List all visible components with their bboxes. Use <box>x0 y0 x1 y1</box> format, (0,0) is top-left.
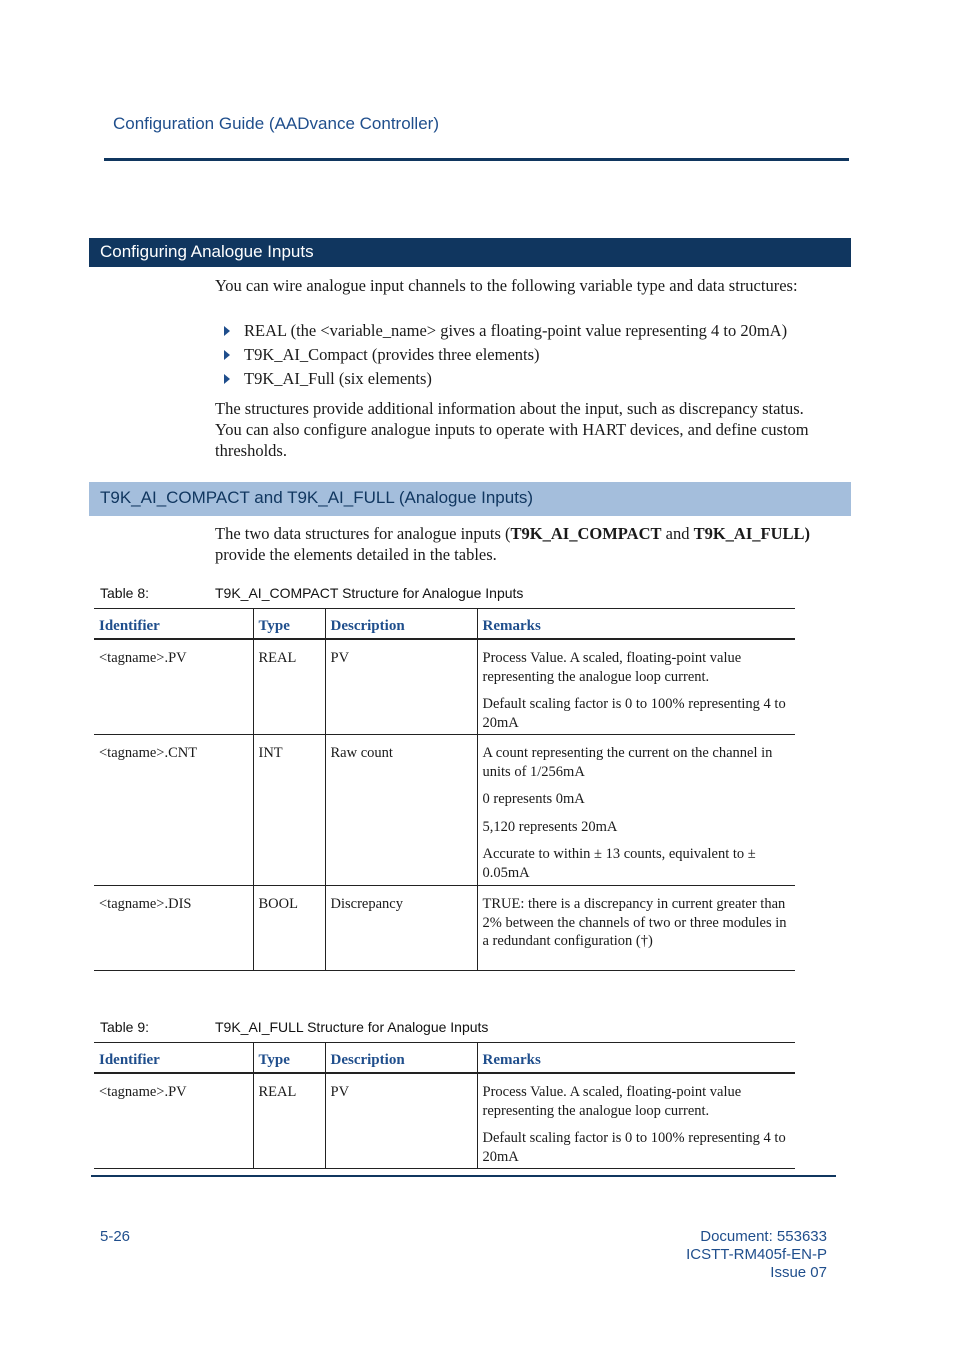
table8-code: T9K_AI_COMPACT <box>215 585 339 601</box>
cell-description: PV <box>325 1073 477 1169</box>
document-number: Document: 553633 <box>700 1228 827 1245</box>
remark-line: Default scaling factor is 0 to 100% representing 4 to 20mA <box>482 696 786 731</box>
structure-name-full: T9K_AI_FULL) <box>693 524 811 543</box>
table8-compact-structure <box>94 608 795 971</box>
remark-line: Default scaling factor is 0 to 100% representing 4 to 20mA <box>482 1130 786 1165</box>
list-item <box>215 344 825 368</box>
table-row <box>94 1073 795 1169</box>
cell-type: INT <box>253 735 325 886</box>
page-number: 5-26 <box>100 1228 131 1245</box>
remark-line: Process Value. A scaled, floating-point value representing the analogue loop current. <box>482 1084 742 1119</box>
table-header-row <box>94 1043 795 1074</box>
remark-line: TRUE: there is a discrepancy in current greater than 2% between the channels of two or three modules in a redundant configuration (†) <box>482 896 787 949</box>
column-header-type: Type <box>253 609 325 640</box>
table-row <box>94 639 795 735</box>
table9-caption <box>100 1019 488 1035</box>
section-heading-t9k-ai-structures: T9K_AI_COMPACT and T9K_AI_FULL (Analogue Inputs) <box>89 482 851 516</box>
cell-identifier: <tagname>.PV <box>94 639 253 735</box>
section-heading-configuring-analogue-inputs: Configuring Analogue Inputs <box>89 238 851 267</box>
column-header-description: Description <box>325 609 477 640</box>
remark-line: Process Value. A scaled, floating-point value representing the analogue loop current. <box>482 650 742 685</box>
paragraph-text-start: The two data structures for analogue inputs ( <box>215 524 511 543</box>
remark-line: 0 represents 0mA <box>482 791 585 807</box>
table-row <box>94 886 795 971</box>
table9-label: Table 9: <box>100 1019 150 1035</box>
footer-rule <box>91 1175 836 1177</box>
list-item-text: T9K_AI_Full (six elements) <box>244 369 432 388</box>
table9-title: Structure for Analogue Inputs <box>303 1019 489 1035</box>
cell-remarks <box>477 886 795 971</box>
variable-type-list <box>215 320 825 392</box>
table8-caption <box>100 585 523 601</box>
structures-paragraph: The structures provide additional information about the input, such as discrepancy status. You can also configure analogue inputs to operate with HART devices, and define custom thresholds. <box>215 399 809 460</box>
table8-title: Structure for Analogue Inputs <box>338 585 524 601</box>
document-code: ICSTT-RM405f-EN-P <box>686 1246 827 1263</box>
remark-line: Accurate to within ± 13 counts, equivalent to ± 0.05mA <box>482 846 756 881</box>
cell-identifier: <tagname>.PV <box>94 1073 253 1169</box>
cell-type: BOOL <box>253 886 325 971</box>
remark-line: A count representing the current on the channel in units of 1/256mA <box>482 745 773 780</box>
column-header-identifier: Identifier <box>94 609 253 640</box>
column-header-remarks: Remarks <box>477 609 795 640</box>
remark-line: 5,120 represents 20mA <box>482 818 618 835</box>
list-item <box>215 320 825 344</box>
cell-description: Discrepancy <box>325 886 477 971</box>
cell-description: PV <box>325 639 477 735</box>
cell-remarks <box>477 735 795 886</box>
column-header-description: Description <box>325 1043 477 1074</box>
document-issue: Issue 07 <box>770 1264 827 1281</box>
column-header-type: Type <box>253 1043 325 1074</box>
cell-identifier: <tagname>.DIS <box>94 886 253 971</box>
table9-code: T9K_AI_FULL <box>215 1019 304 1035</box>
table8-label: Table 8: <box>100 585 150 601</box>
list-item-text: T9K_AI_Compact (provides three elements) <box>244 345 540 364</box>
structure-name-compact: T9K_AI_COMPACT <box>510 524 662 543</box>
column-header-remarks: Remarks <box>477 1043 795 1074</box>
cell-remarks <box>477 639 795 735</box>
table-header-row <box>94 609 795 640</box>
table9-full-structure <box>94 1042 795 1169</box>
bullet-triangle-icon <box>224 326 230 336</box>
document-info <box>686 1228 827 1282</box>
paragraph-text-mid: and <box>661 524 694 543</box>
paragraph-text-end: provide the elements detailed in the tables. <box>215 545 497 564</box>
column-header-identifier: Identifier <box>94 1043 253 1074</box>
data-structures-paragraph <box>215 523 825 565</box>
cell-identifier: <tagname>.CNT <box>94 735 253 886</box>
header-rule <box>104 158 849 161</box>
cell-description: Raw count <box>325 735 477 886</box>
bullet-triangle-icon <box>224 374 230 384</box>
cell-type: REAL <box>253 1073 325 1169</box>
running-header-title: Configuration Guide (AADvance Controller) <box>113 114 439 133</box>
table-row <box>94 735 795 886</box>
list-item <box>215 368 825 392</box>
cell-type: REAL <box>253 639 325 735</box>
cell-remarks <box>477 1073 795 1169</box>
bullet-triangle-icon <box>224 350 230 360</box>
intro-paragraph: You can wire analogue input channels to the following variable type and data structures: <box>215 276 798 295</box>
list-item-text: REAL (the <variable_name> gives a floating-point value representing 4 to 20mA) <box>244 321 788 340</box>
